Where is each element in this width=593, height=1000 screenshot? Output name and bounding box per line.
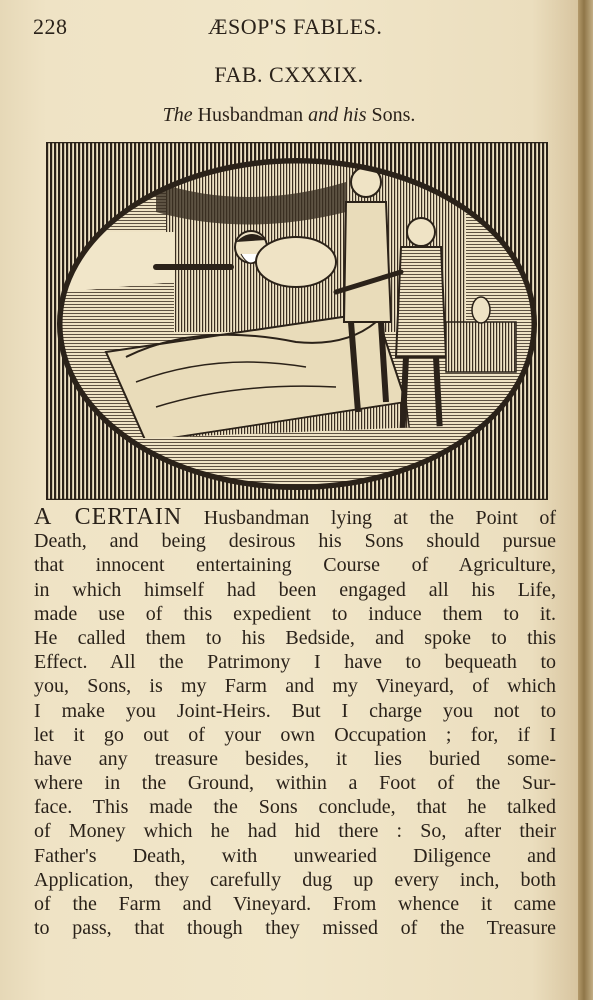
body-line: to pass, that though they missed of the Treasure <box>34 917 556 940</box>
body-line: Application, they carefully dug up every inch, both <box>34 868 556 891</box>
fable-title <box>0 104 578 127</box>
running-header <box>33 14 553 44</box>
page-number: 228 <box>33 14 68 39</box>
body-line: Effect. All the Patrimony I have to bequeath to <box>34 651 556 674</box>
body-line: of the Farm and Vineyard. From whence it came <box>34 893 556 915</box>
body-line: He called them to his Bedside, and spoke to this <box>34 626 556 649</box>
body-line: of Money which he had hid there : So, after their <box>34 820 556 843</box>
body-line: Death, and being desirous his Sons should pursue <box>34 530 556 553</box>
fable-title-and-his: and his <box>308 104 367 126</box>
woodcut-dying-husbandman-icon <box>46 142 548 500</box>
fable-body <box>34 505 556 940</box>
fable-number: FAB. CXXXIX. <box>214 62 364 87</box>
body-line: that innocent entertaining Course of Agriculture, <box>34 554 556 577</box>
fable-title-the: The <box>162 104 193 126</box>
body-line: let it go out of your own Occupation ; for, if I <box>34 723 556 746</box>
body-line: face. This made the Sons conclude, that he talked <box>34 796 556 819</box>
fable-title-sons: Sons. <box>366 104 416 126</box>
body-first-word: A CERTAIN <box>34 504 183 530</box>
body-line: in which himself had been engaged all his Life, <box>34 578 556 601</box>
body-line: I make you Joint-Heirs. But I charge you not to <box>34 699 556 722</box>
body-line: Father's Death, with unwearied Diligence and <box>34 844 556 867</box>
fable-title-husbandman: Husbandman <box>192 104 309 126</box>
body-line: have any treasure besides, it lies buried some- <box>34 747 556 770</box>
body-line: you, Sons, is my Farm and my Vineyard, of which <box>34 675 556 698</box>
body-line: where in the Ground, within a Foot of the Sur- <box>34 772 556 795</box>
body-line: made use of this expedient to induce them to it. <box>34 602 556 625</box>
body-line: A CERTAIN Husbandman lying at the Point of <box>34 504 556 530</box>
running-title: ÆSOP'S FABLES. <box>208 14 383 39</box>
book-gutter <box>578 0 593 1000</box>
